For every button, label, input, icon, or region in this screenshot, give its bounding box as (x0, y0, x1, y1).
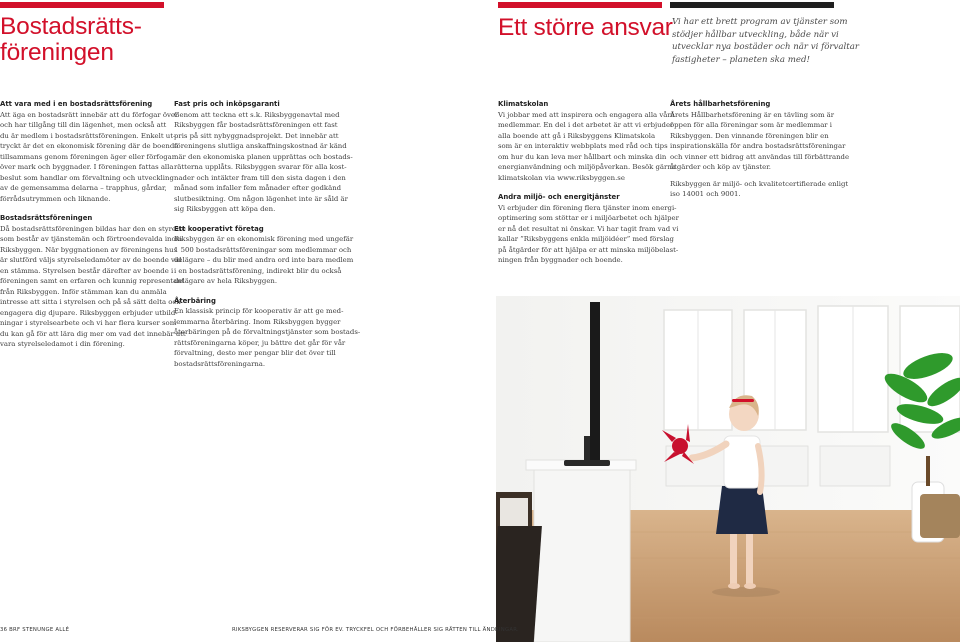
body-line: ningen från byggnader och boende. (498, 256, 623, 264)
body-line: 1 500 bostadsrättsföreningar som medlemmar och (174, 245, 352, 254)
body-line: åtgärder och köp av tjänster. (670, 163, 771, 171)
body-line: inspirationskälla för andra bostadsrättsföreningar (670, 142, 846, 150)
section-body (0, 110, 179, 205)
body-line: som består av tjänstemän och förtroendevalda inom (0, 235, 183, 243)
body-line: från Riksbyggen. Inför stämman kan du anmäla (0, 287, 167, 296)
body-line: återbäringen på de förvaltningstjänster som bostads- (174, 328, 361, 336)
body-line: av de gemensamma delarna – trapphus, gårdar, (0, 184, 167, 192)
body-line: föreningens slutliga anskaffningskostnad är känd (174, 142, 347, 150)
body-line: iso 14001 och 9001. (670, 190, 741, 198)
text-column-4 (670, 99, 850, 200)
body-line: Riksbyggen får bostadsrättsföreningen ett fast (174, 121, 338, 129)
body-line: Riksbyggen är en ekonomisk förening med ungefär (174, 235, 354, 243)
body-line: är slutförd väljs styrelseledamöter av de boende vid (0, 256, 182, 264)
body-line: pris på sitt nybyggnadsprojekt. Det innebär att (174, 131, 339, 140)
intro-line: stödjer hållbar utveckling, både när vi (672, 29, 839, 40)
body-line: alla boende att gå i Riksbyggens Klimatskola (498, 131, 656, 140)
body-line: månad som infaller fem månader efter godkänd (174, 184, 342, 192)
body-line: över mark och byggnader. I föreningen fattas alla (0, 163, 174, 171)
body-line: Riksbyggen. När byggnationen av föreningens hus (0, 245, 178, 254)
section-body (670, 179, 849, 200)
body-line: förrådsutrymmen och liknande. (0, 194, 111, 203)
body-line: Riksbyggen är miljö- och kvalitetcertifierade enligt (670, 179, 849, 188)
footer-left: 36 BRF STENUNGE ALLÉ (0, 627, 70, 633)
section-body (174, 110, 353, 215)
body-line: intresse att sitta i styrelsen och på så sätt delta och (0, 298, 181, 306)
intro-line: fastigheter – planeten ska med! (672, 54, 810, 65)
body-line: nader och intäkter fram till den sista dagen i den (174, 173, 346, 182)
title-line: Ett större ansvar (498, 14, 673, 41)
body-line: Vi erbjuder din förening flera tjänster inom energi- (498, 203, 677, 212)
section-body (670, 110, 850, 173)
footer-right: RIKSBYGGEN RESERVERAR SIG FÖR EV. TRYCKFEL OCH FÖRBEHÅLLER SIG RÄTTEN TILL ÄNDRINGAR. (232, 627, 519, 633)
photo-girl-with-toy (496, 296, 960, 642)
section-heading: Andra miljö- och energitjänster (498, 193, 620, 201)
body-line: energianvändning och miljöpåverkan. Besök gärna (498, 163, 676, 171)
section-heading: Klimatskolan (498, 100, 549, 108)
section-body (174, 306, 361, 369)
accent-bar-left (0, 2, 164, 8)
body-line: som är en interaktiv webbplats med råd och tips (498, 142, 668, 150)
body-line: i en bostadsrättsförening, indirekt blir du också (174, 266, 342, 275)
body-line: rättsföreningarna köper, ju bättre det går för vår (174, 338, 346, 347)
body-line: engagera dig djupare. Riksbyggen erbjuder utbild- (0, 308, 178, 317)
body-line: öppen för alla föreningar som är medlemmar i (670, 121, 832, 129)
body-line: en stämma. Styrelsen består därefter av boende i (0, 266, 174, 275)
body-line: på åtgärder för att hjälpa er att minska miljöbelast- (498, 245, 679, 254)
text-column-2 (174, 99, 361, 369)
body-line: kallar ”Riksbyggens enkla miljöidéer” med förslag (498, 235, 674, 243)
body-line: optimering som stöttar er i miljöarbetet och hjälper (498, 214, 679, 222)
intro-line: utvecklar nya bostäder och när vi förvaltar (672, 42, 859, 53)
body-line: du kan gå för att lära dig mer om vad det innebär att (0, 329, 186, 338)
body-line: förvaltning, desto mer pengar blir det över till (174, 349, 336, 357)
title-line: föreningen (0, 39, 114, 67)
text-column-1 (0, 99, 186, 350)
body-line: föreningen samt en erfaren och kunnig representant (0, 277, 185, 285)
section-body (174, 234, 354, 287)
body-line: delägare av hela Riksbyggen. (174, 277, 278, 285)
accent-bar-right (498, 2, 662, 8)
intro-line: Vi har ett brett program av tjänster som (672, 17, 848, 27)
section-heading: Att vara med i en bostadsrättsförening (0, 100, 153, 108)
accent-bar-dark (670, 2, 834, 8)
body-line: vara styrelseledamot i din förening. (0, 340, 125, 348)
body-line: beslut som handlar om förvaltning och utveckling (0, 173, 174, 182)
body-line: och har tillgång till din lägenhet, men också att (0, 121, 167, 129)
body-line: tryckt är det en ekonomisk förening där de boende (0, 142, 179, 150)
body-line: Årets Hållbarhetsförening är en tävling som är (670, 110, 835, 119)
body-line: Att äga en bostadsrätt innebär att du förfogar över (0, 110, 179, 119)
section-heading: Bostadsrättsföreningen (0, 214, 93, 222)
section-body (498, 110, 676, 184)
body-line: du är medlem i bostadsrättsföreningen. Enkelt ut- (0, 131, 176, 140)
page-title-left (0, 14, 142, 67)
text-column-3 (498, 99, 679, 266)
body-line: sig Riksbyggen att köpa den. (174, 205, 276, 213)
page-title-right (498, 15, 673, 41)
body-line: delägare – du blir med andra ord inte bara medlem (174, 256, 354, 264)
body-line: rätterna upplåts. Riksbyggen svarar för alla kost- (174, 163, 347, 171)
body-line: Genom att teckna ett s.k. Riksbyggenavtal med (174, 110, 340, 119)
body-line: tillsammans genom föreningen äger eller förfogar (0, 152, 176, 161)
body-line: En klassisk princip för kooperativ är att ge med- (174, 307, 344, 315)
title-line: Bostadsrätts- (0, 13, 142, 40)
body-line: bostadsrättsföreningarna. (174, 359, 266, 368)
body-line: om hur du kan leva mer hållbart och minska din (498, 152, 667, 161)
section-heading: Årets hållbarhetsförening (670, 100, 771, 108)
section-body (0, 224, 186, 350)
section-heading: Återbäring (174, 296, 216, 305)
body-line: och vinner ett bidrag att användas till förbättrande (670, 152, 850, 161)
body-line: Vi jobbar med att inspirera och engagera alla våra (498, 110, 675, 119)
section-heading: Ett kooperativt företag (174, 224, 264, 233)
body-line: klimatskolan via www.riksbyggen.se (498, 173, 625, 182)
body-line: Riksbyggen. Den vinnande föreningen blir en (670, 131, 829, 140)
section-heading: Fast pris och inköpsgaranti (174, 100, 280, 108)
body-line: Då bostadsrättsföreningen bildas har den en styrelse (0, 224, 186, 233)
body-line: ningar i styrelsearbete och vi har flera kurser som (0, 319, 177, 327)
body-line: medlemmar. En del i det arbetet är att vi erbjuder (498, 121, 674, 129)
body-line: när den ekonomiska planen upprättas och bostads- (174, 152, 353, 161)
intro-text (672, 16, 859, 66)
body-line: slutbesiktning. Om någon lägenhet inte är såld är (174, 194, 348, 203)
section-body (498, 203, 679, 266)
body-line: lemmarna återbäring. Inom Riksbyggen bygger (174, 317, 341, 326)
body-line: er nå det resultat ni önskar. Vi har tagit fram vad vi (498, 224, 679, 233)
